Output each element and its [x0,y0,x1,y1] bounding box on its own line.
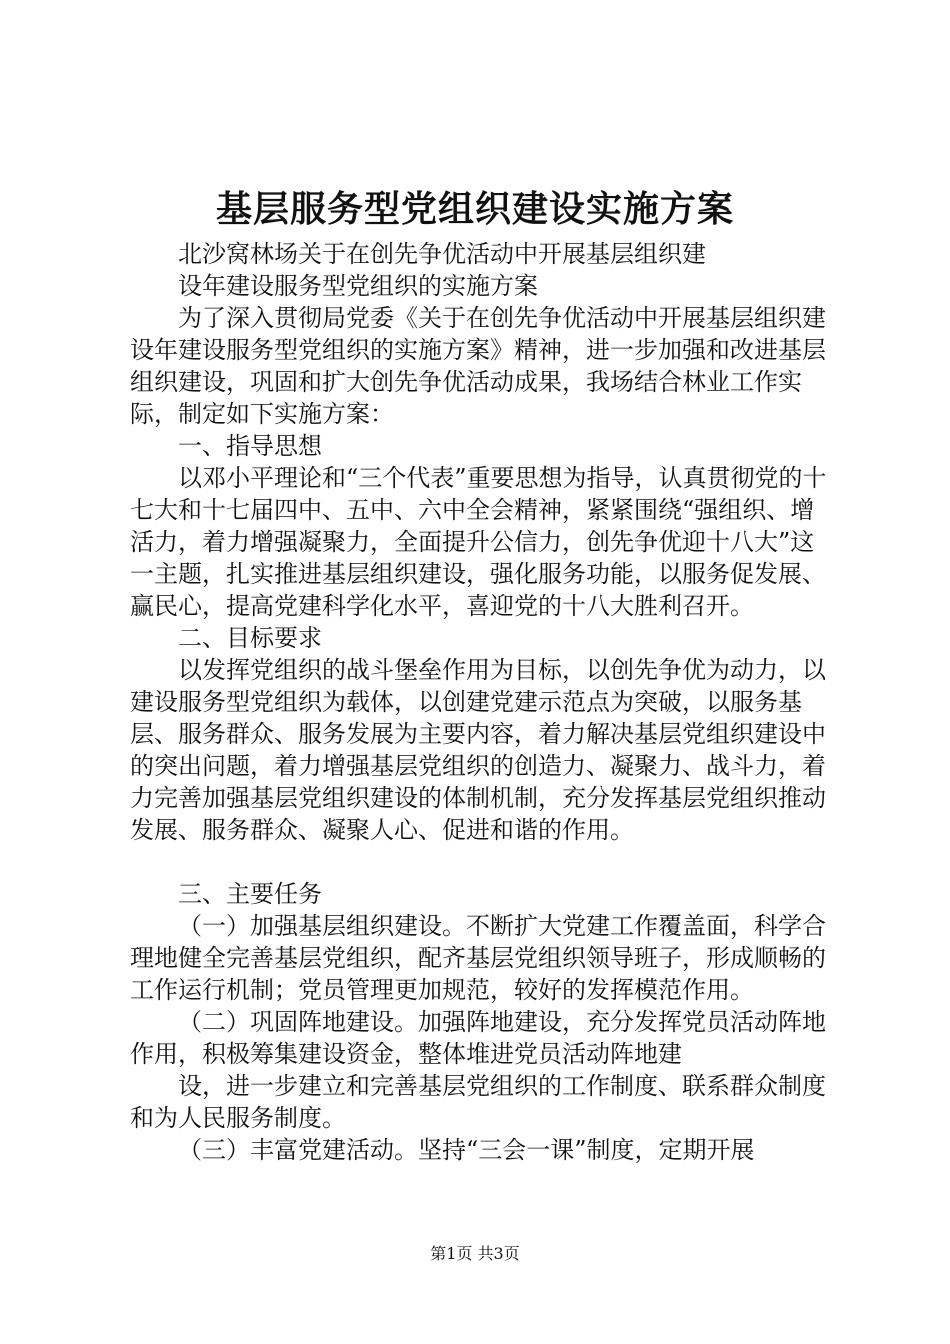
document-body [130,238,830,1166]
paragraph-gap [130,846,830,878]
section-3-heading: 三、主要任务 [178,880,322,908]
section-1-paragraph: 以邓小平理论和“三个代表”重要思想为指导，认真贯彻党的十七大和十七届四中、五中、六中全会精神，紧紧围绕“强组织、增活力，着力增强凝聚力，全面提升公信力，创先争优迎十八大”这一主题，扎实推进基层组织建设，强化服务功能，以服务促发展、赢民心，提高党建科学化水平，喜迎党的十八大胜利召开。 [130,464,827,620]
page-number-footer: 第1页 共3页 [430,1244,520,1263]
document-title: 基层服务型党组织建设实施方案 [215,188,734,230]
task-1-paragraph: （一）加强基层组织建设。不断扩大党建工作覆盖面，科学合理地健全完善基层党组织，配齐基层党组织领导班子，形成顺畅的工作运行机制；党员管理更加规范，较好的发挥模范作用。 [130,912,826,1004]
section-1-heading: 一、指导思想 [178,432,322,460]
task-3-paragraph: （三）丰富党建活动。坚持“三会一课”制度，定期开展 [178,1136,755,1164]
subtitle-line-1: 北沙窝林场关于在创先争优活动中开展基层组织建 [178,240,706,268]
task-2-paragraph-a: （二）巩固阵地建设。加强阵地建设，充分发挥党员活动阵地作用，积极筹集建设资金，整体堆进党员活动阵地建 [130,1008,826,1068]
subtitle-line-2: 设年建设服务型党组织的实施方案 [178,272,538,300]
task-2-paragraph-b: 设，进一步建立和完善基层党组织的工作制度、联系群众制度和为人民服务制度。 [130,1072,826,1132]
section-2-paragraph: 以发挥党组织的战斗堡垒作用为目标，以创先争优为动力，以建设服务型党组织为载体，以创建党建示范点为突破，以服务基层、服务群众、服务发展为主要内容，着力解决基层党组织建设中的突出问题，着力增强基层党组织的创造力、凝聚力、战斗力，着力完善加强基层党组织建设的体制机制，充分发挥基层党组织推动发展、服务群众、凝聚人心、促进和谐的作用。 [130,656,826,844]
intro-paragraph: 为了深入贯彻局党委《关于在创先争优活动中开展基层组织建设年建设服务型党组织的实施方案》精神，进一步加强和改进基层组织建设，巩固和扩大创先争优活动成果，我场结合林业工作实际，制定如下实施方案： [130,304,826,428]
section-2-heading: 二、目标要求 [178,624,322,652]
